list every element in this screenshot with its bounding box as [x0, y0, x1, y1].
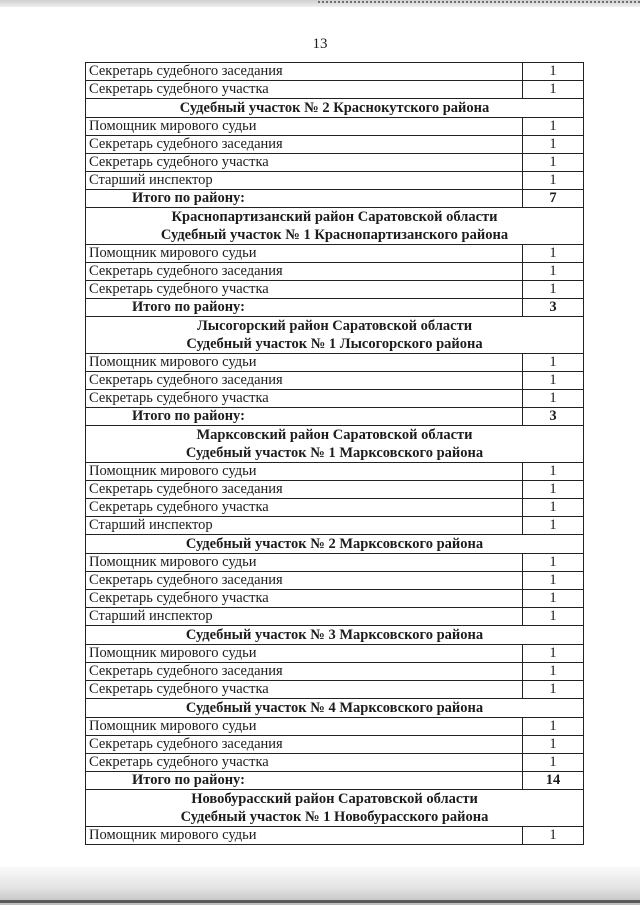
position-count-cell: 1: [523, 499, 584, 517]
total-label-cell: Итого по району:: [86, 299, 523, 317]
position-count-cell: 1: [523, 63, 584, 81]
section-header-cell: [86, 790, 584, 827]
table-row: [86, 663, 584, 681]
table-row: [86, 572, 584, 590]
section-header-line: Судебный участок № 2 Краснокутского района: [179, 100, 490, 116]
section-header-line: Лысогорский район Саратовской области: [196, 318, 473, 334]
table-row: [86, 681, 584, 699]
total-row: [86, 190, 584, 208]
position-label-cell: Секретарь судебного заседания: [86, 736, 523, 754]
position-count-cell: 1: [523, 354, 584, 372]
table-row: [86, 554, 584, 572]
position-count-cell: 1: [523, 463, 584, 481]
position-label-cell: Помощник мирового судьи: [86, 463, 523, 481]
table-row: [86, 81, 584, 99]
position-label-cell: Секретарь судебного заседания: [86, 481, 523, 499]
position-count-cell: 1: [523, 118, 584, 136]
table-row: [86, 463, 584, 481]
section-header-line: Новобурасский район Саратовской области: [191, 791, 478, 807]
position-label-cell: Секретарь судебного заседания: [86, 263, 523, 281]
total-label-cell: Итого по району:: [86, 408, 523, 426]
position-label-cell: Помощник мирового судьи: [86, 118, 523, 136]
table-row: [86, 281, 584, 299]
section-header-cell: [86, 99, 584, 118]
position-label-cell: Секретарь судебного заседания: [86, 663, 523, 681]
position-label-cell: Старший инспектор: [86, 608, 523, 626]
position-label-cell: Секретарь судебного участка: [86, 499, 523, 517]
position-count-cell: 1: [523, 736, 584, 754]
position-label-cell: Помощник мирового судьи: [86, 354, 523, 372]
position-count-cell: 1: [523, 263, 584, 281]
total-label-cell: Итого по району:: [86, 190, 523, 208]
table-row: [86, 136, 584, 154]
table-row: [86, 172, 584, 190]
position-count-cell: 1: [523, 663, 584, 681]
position-label-cell: Старший инспектор: [86, 517, 523, 535]
position-count-cell: 1: [523, 754, 584, 772]
table-row: [86, 354, 584, 372]
position-count-cell: 1: [523, 172, 584, 190]
section-header-row: [86, 699, 584, 718]
position-count-cell: 1: [523, 681, 584, 699]
position-count-cell: 1: [523, 827, 584, 845]
section-header-row: [86, 317, 584, 354]
table-row: [86, 590, 584, 608]
section-header-cell: [86, 426, 584, 463]
scan-artifact-top-line: [318, 1, 640, 3]
table-row: [86, 608, 584, 626]
section-header-cell: [86, 626, 584, 645]
total-row: [86, 299, 584, 317]
section-header-cell: [86, 699, 584, 718]
position-label-cell: Секретарь судебного участка: [86, 754, 523, 772]
position-count-cell: 1: [523, 281, 584, 299]
total-value-cell: 14: [523, 772, 584, 790]
position-count-cell: 1: [523, 245, 584, 263]
section-header-row: [86, 99, 584, 118]
total-row: [86, 772, 584, 790]
position-count-cell: 1: [523, 608, 584, 626]
section-header-line: Судебный участок № 2 Марксовского района: [185, 536, 484, 552]
section-header-cell: [86, 535, 584, 554]
position-count-cell: 1: [523, 136, 584, 154]
page-number: 13: [312, 36, 328, 52]
position-count-cell: 1: [523, 390, 584, 408]
table-row: [86, 154, 584, 172]
position-count-cell: 1: [523, 154, 584, 172]
section-header-line: Судебный участок № 1 Краснопартизанского района: [160, 227, 509, 243]
table-row: [86, 827, 584, 845]
section-header-line: Судебный участок № 1 Новобурасского района: [180, 809, 489, 825]
position-label-cell: Помощник мирового судьи: [86, 245, 523, 263]
staff-allocation-table: [85, 62, 584, 845]
position-label-cell: Помощник мирового судьи: [86, 827, 523, 845]
position-label-cell: Секретарь судебного участка: [86, 281, 523, 299]
table-row: [86, 245, 584, 263]
position-count-cell: 1: [523, 590, 584, 608]
section-header-row: [86, 790, 584, 827]
position-count-cell: 1: [523, 481, 584, 499]
table-row: [86, 645, 584, 663]
position-label-cell: Помощник мирового судьи: [86, 718, 523, 736]
position-label-cell: Секретарь судебного участка: [86, 154, 523, 172]
position-label-cell: Секретарь судебного участка: [86, 81, 523, 99]
staff-table-body: [86, 63, 584, 845]
table-row: [86, 736, 584, 754]
position-label-cell: Помощник мирового судьи: [86, 645, 523, 663]
position-label-cell: Секретарь судебного участка: [86, 681, 523, 699]
total-row: [86, 408, 584, 426]
section-header-line: Судебный участок № 3 Марксовского района: [185, 627, 484, 643]
section-header-cell: [86, 317, 584, 354]
section-header-row: [86, 208, 584, 245]
position-label-cell: Старший инспектор: [86, 172, 523, 190]
table-row: [86, 517, 584, 535]
section-header-line: Судебный участок № 4 Марксовского района: [185, 700, 484, 716]
position-label-cell: Секретарь судебного участка: [86, 590, 523, 608]
position-count-cell: 1: [523, 81, 584, 99]
scan-artifact-top: [0, 0, 640, 7]
position-count-cell: 1: [523, 718, 584, 736]
position-label-cell: Секретарь судебного заседания: [86, 372, 523, 390]
position-count-cell: 1: [523, 517, 584, 535]
position-label-cell: Помощник мирового судьи: [86, 554, 523, 572]
table-row: [86, 718, 584, 736]
table-row: [86, 263, 584, 281]
section-header-line: Судебный участок № 1 Марксовского района: [185, 445, 484, 461]
table-row: [86, 63, 584, 81]
section-header-line: Марксовский район Саратовской области: [196, 427, 473, 443]
section-header-row: [86, 535, 584, 554]
scan-artifact-bottom: [0, 867, 640, 905]
total-value-cell: 3: [523, 408, 584, 426]
section-header-row: [86, 626, 584, 645]
total-value-cell: 7: [523, 190, 584, 208]
total-label-cell: Итого по району:: [86, 772, 523, 790]
position-label-cell: Секретарь судебного участка: [86, 390, 523, 408]
position-count-cell: 1: [523, 554, 584, 572]
position-label-cell: Секретарь судебного заседания: [86, 572, 523, 590]
table-row: [86, 372, 584, 390]
section-header-line: Судебный участок № 1 Лысогорского района: [186, 336, 483, 352]
table-row: [86, 499, 584, 517]
table-row: [86, 390, 584, 408]
table-row: [86, 118, 584, 136]
position-label-cell: Секретарь судебного заседания: [86, 63, 523, 81]
total-value-cell: 3: [523, 299, 584, 317]
position-label-cell: Секретарь судебного заседания: [86, 136, 523, 154]
scan-artifact-bottom-line: [0, 900, 640, 903]
section-header-cell: [86, 208, 584, 245]
position-count-cell: 1: [523, 645, 584, 663]
section-header-row: [86, 426, 584, 463]
section-header-line: Краснопартизанский район Саратовской области: [171, 209, 498, 225]
table-row: [86, 481, 584, 499]
position-count-cell: 1: [523, 372, 584, 390]
table-row: [86, 754, 584, 772]
position-count-cell: 1: [523, 572, 584, 590]
